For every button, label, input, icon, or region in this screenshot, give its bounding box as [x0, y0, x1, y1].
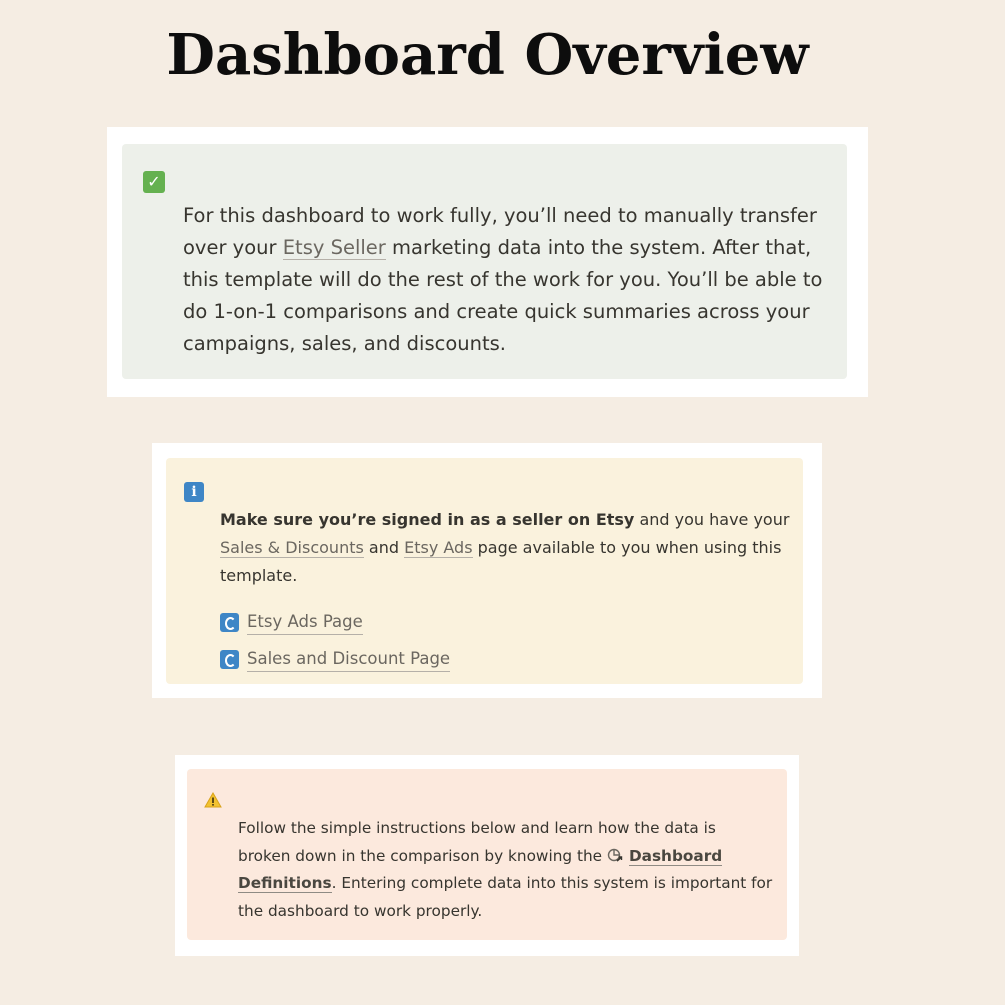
warning-callout — [187, 769, 787, 940]
warning-callout-text — [238, 815, 773, 925]
etsy-ads-page-label[interactable]: Etsy Ads Page — [247, 610, 363, 635]
info-text-3: page available to you when using this template. — [220, 538, 782, 585]
link-icon — [220, 650, 239, 669]
success-text-after: marketing data into the system. After that, this template will do the rest of the work for you. You’ll be able to do 1-on-1 comparisons and create quick summaries across your campaigns, sales, and discounts. — [183, 236, 823, 355]
info-text-1: and you have your — [634, 510, 790, 529]
success-callout-text — [183, 200, 833, 360]
success-callout — [122, 144, 847, 379]
success-text-before: For this dashboard to work fully, you’ll need to manually transfer over your — [183, 204, 817, 259]
warning-text-after: . Entering complete data into this system is important for the dashboard to work properly. — [238, 874, 773, 920]
info-icon: i — [184, 482, 204, 502]
info-callout — [166, 458, 803, 684]
sales-discount-page-link[interactable] — [220, 647, 450, 672]
dashboard-definitions-link[interactable]: Dashboard Definitions — [238, 846, 723, 892]
page-analytics-icon — [607, 848, 623, 864]
warning-text-before: Follow the simple instructions below and learn how the data is broken down in the comparison by knowing the — [238, 819, 716, 865]
link-icon — [220, 613, 239, 632]
info-callout-text — [220, 506, 790, 590]
etsy-ads-page-link[interactable] — [220, 610, 363, 635]
page-title: Dashboard Overview — [166, 22, 809, 88]
info-text-2: and — [363, 538, 405, 557]
sales-discount-page-label[interactable]: Sales and Discount Page — [247, 647, 450, 672]
success-callout-frame — [107, 127, 868, 397]
etsy-seller-link[interactable]: Etsy Seller — [282, 236, 386, 259]
warning-icon — [204, 792, 222, 808]
info-bold-text: Make sure you’re signed in as a seller on Etsy — [220, 510, 635, 529]
check-icon: ✓ — [143, 171, 165, 193]
info-callout-frame — [152, 443, 822, 698]
etsy-ads-link[interactable]: Etsy Ads — [404, 538, 473, 557]
warning-callout-frame — [175, 755, 799, 956]
sales-discounts-link[interactable]: Sales & Discounts — [220, 538, 364, 557]
